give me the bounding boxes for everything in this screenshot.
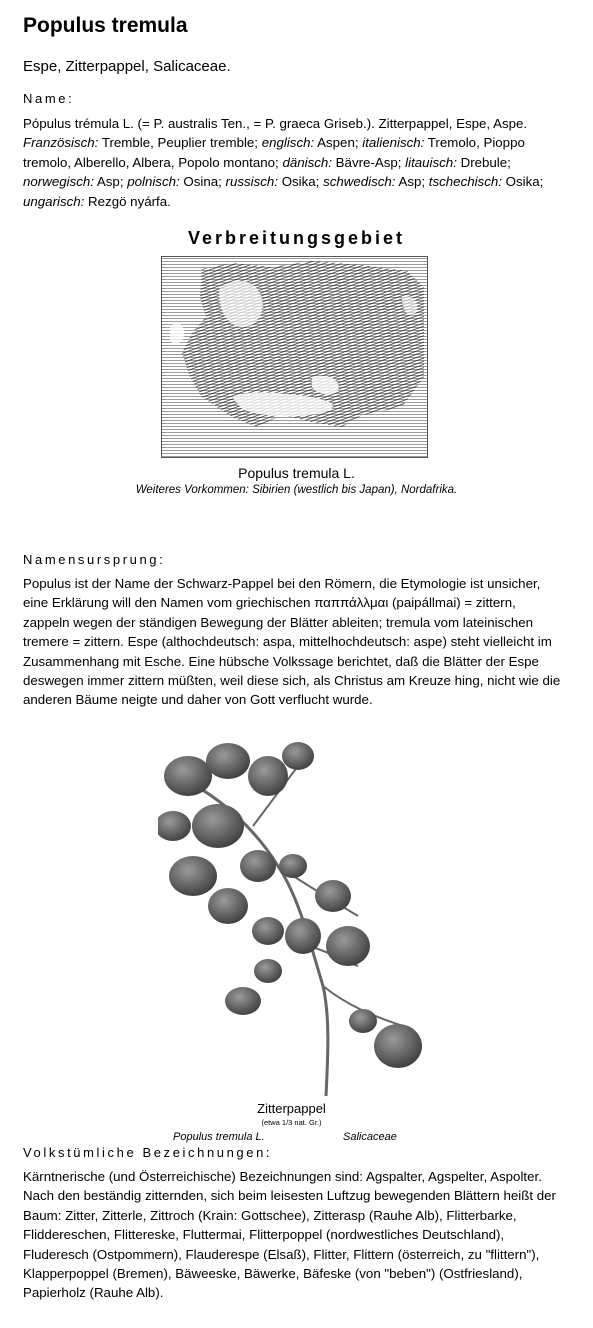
language-label: schwedisch:	[323, 174, 396, 190]
name-text: Aspen;	[314, 135, 363, 151]
name-text: Rezgö nyárfa.	[84, 193, 171, 209]
map-heading: Verbreitungsgebiet	[187, 228, 406, 248]
language-label: englisch:	[261, 135, 315, 151]
language-label: italienisch:	[362, 135, 425, 151]
photo-scale: (etwa 1/3 nat. Gr.)	[261, 1118, 322, 1127]
photo-caption: Zitterpappel	[257, 1101, 326, 1116]
name-text: Bävre-Asp;	[331, 154, 406, 170]
name-text: Tremble, Peuplier tremble;	[98, 135, 262, 151]
language-label: russisch:	[225, 174, 278, 190]
language-label: Französisch:	[23, 135, 99, 151]
name-text: Asp;	[93, 174, 128, 190]
name-paragraph	[23, 114, 563, 211]
distribution-map	[161, 256, 428, 458]
language-label: tschechisch:	[428, 174, 502, 190]
folk-paragraph: Kärntnerische (und Österreichische) Bezeichnungen sind: Agspalter, Agspelter, Aspolter. Nach den beständig zitternden, sich beim leisesten Luftzug bewegenden Blättern heißt der Baum: Zitter, Zitterle, Zittroch (Krain: Gottschee), Zitterasp (Rauhe Alb), Flitterbarke, Fliddereschen, Flittereske, Fluttermai, Flitterpoppel (nordwestliches Deutschland), Fluderesch (Ostpommern), Flauderespe (Elsaß), Flitter, Flittern (österreich, zu "flittern"), Klapperpoppel (Bremen), Bäweeske, Bäwerke, Bäfeske (von "beben") (Ostfriesland), Papierholz (Rauhe Alb).	[23, 1169, 556, 1301]
origin-heading: Namensursprung:	[23, 552, 166, 567]
photo-species: Populus tremula L.	[173, 1131, 265, 1143]
name-text: Pópulus trémula L. (= P. australis Ten., = P. graeca Griseb.). Zitterpappel, Espe, Aspe.	[23, 116, 528, 131]
zitterpappel-photo	[158, 716, 430, 1096]
name-text: Osika;	[501, 174, 544, 190]
language-label: dänisch:	[282, 154, 332, 170]
map-caption: Populus tremula L.	[238, 465, 355, 481]
map-note: Weiteres Vorkommen: Sibirien (westlich bis Japan), Nordafrika.	[135, 484, 458, 496]
name-text: Osika;	[278, 174, 324, 190]
europe-map-graphic	[162, 257, 427, 457]
language-label: litauisch:	[405, 154, 457, 170]
poplar-branch-illustration	[158, 716, 430, 1096]
name-heading: Name:	[23, 91, 75, 106]
name-text: Drebule;	[456, 154, 511, 170]
folk-heading: Volkstümliche Bezeichnungen:	[23, 1145, 273, 1160]
language-label: polnisch:	[127, 174, 180, 190]
name-text: Tremolo, Pioppo tremolo, Alberello, Albera, Popolo montano;	[23, 135, 525, 170]
language-label: norwegisch:	[23, 174, 94, 190]
photo-family: Salicaceae	[343, 1131, 397, 1143]
name-text: Osina;	[179, 174, 226, 190]
language-label: ungarisch:	[23, 193, 85, 209]
page-subtitle: Espe, Zitterpappel, Salicaceae.	[23, 58, 231, 75]
origin-paragraph: Populus ist der Name der Schwarz-Pappel bei den Römern, die Etymologie ist unsicher, eine Erklärung will den Namen vom griechischen παππάλλμαι (paipállmai) = zittern, zappeln wegen der ständigen Bewegung der Blätter ableiten; tremula vom lateinischen tremere = zittern. Espe (althochdeutsch: aspa, mittelhochdeutsch: aspe) steht vielleicht im Zusammenhang mit Esche. Eine hübsche Volkssage berichtet, daß die Blätter der Espe deswegen immer zittern müßten, weil diese sich, als Christus am Kreuze hing, nicht wie die anderen Bäume neigte und daher von Gott verflucht wurde.	[23, 576, 561, 708]
page-title: Populus tremula	[23, 14, 188, 37]
name-text: Asp;	[395, 174, 429, 190]
